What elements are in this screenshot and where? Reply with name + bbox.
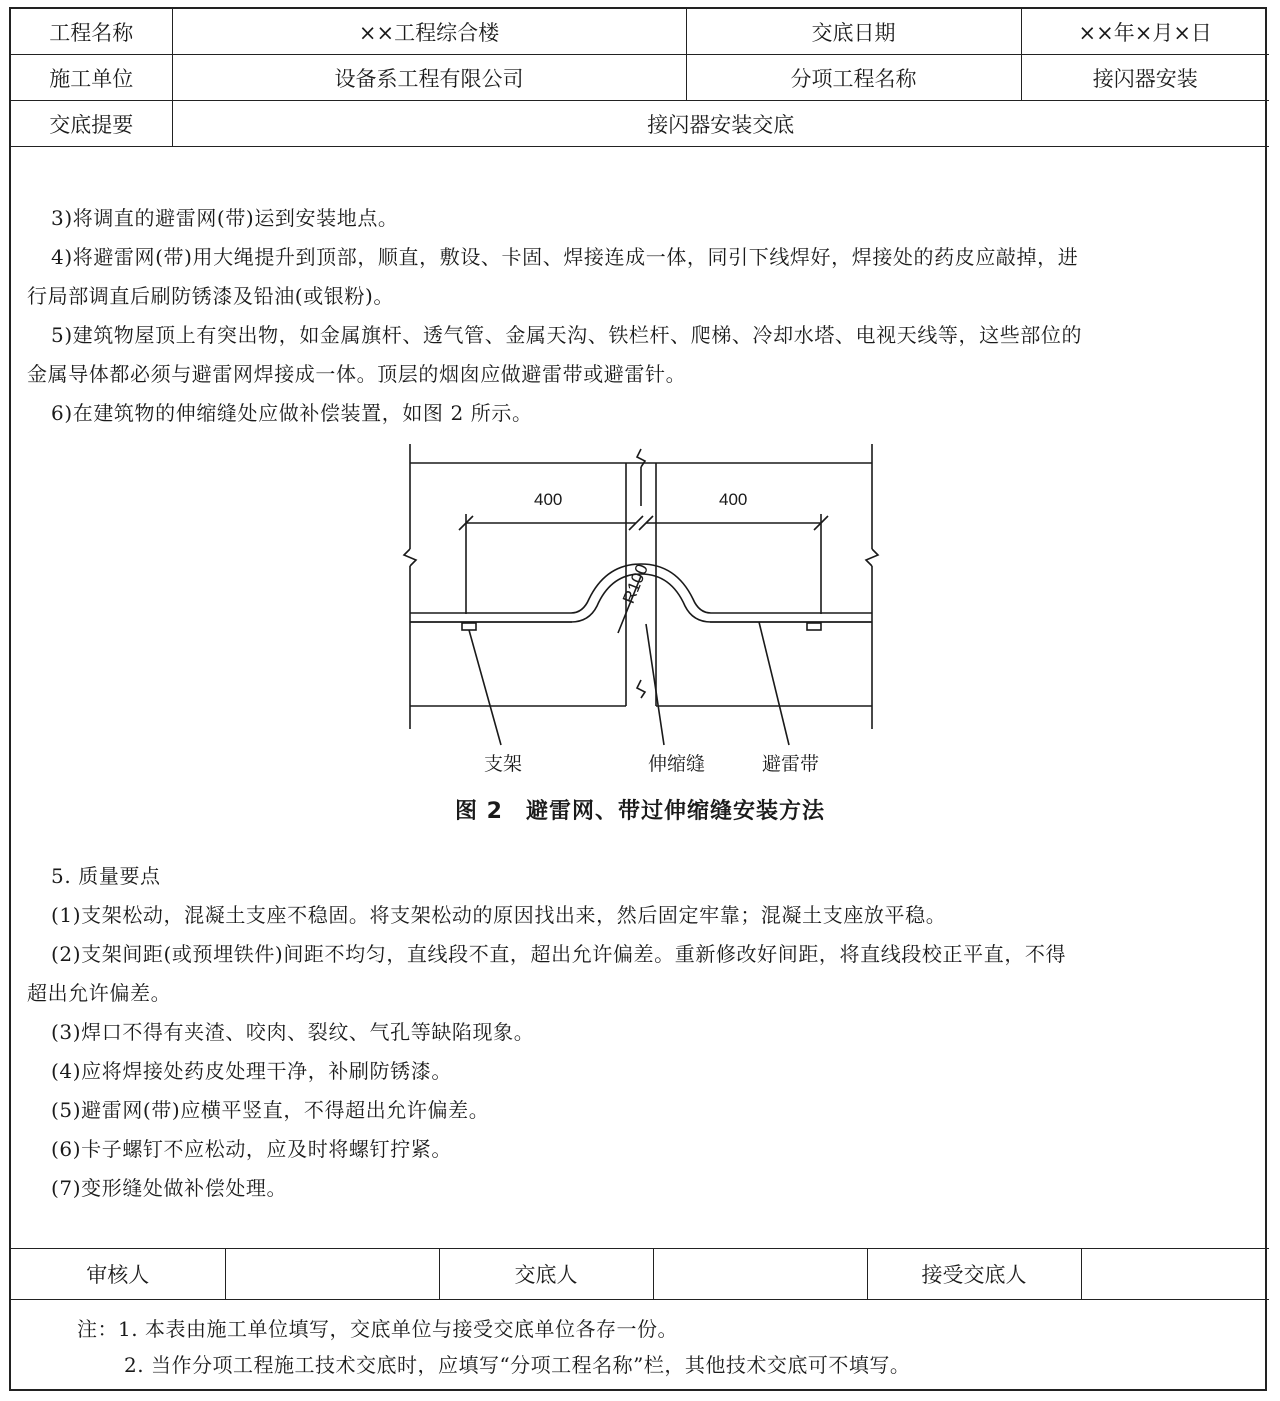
label-lightning-strip: 避雷带	[762, 753, 820, 775]
label-support: 支架	[484, 753, 523, 775]
content-area	[11, 154, 1265, 1249]
paragraph-4a: 4)将避雷网(带)用大绳提升到顶部，顺直，敷设、卡固、焊接连成一体，同引下线焊好，焊接处的药皮应敲掉，进	[51, 245, 1079, 269]
value-project-name: ××工程综合楼	[172, 9, 686, 55]
label-presenter: 交底人	[439, 1249, 653, 1300]
field-receiver[interactable]	[1081, 1249, 1269, 1300]
figure-caption: 图 2 避雷网、带过伸缩缝安装方法	[455, 799, 825, 824]
quality-item-2a: (2)支架间距(或预埋铁件)间距不均匀，直线段不直，超出允许偏差。重新修改好间距，将直线段校正平直，不得	[51, 942, 1067, 966]
paragraph-6: 6)在建筑物的伸缩缝处应做补偿装置，如图 2 所示。	[51, 401, 533, 425]
value-summary: 接闪器安装交底	[172, 101, 1269, 147]
radius-label: R100	[619, 561, 652, 607]
label-reviewer: 审核人	[11, 1249, 225, 1300]
field-reviewer[interactable]	[225, 1249, 439, 1300]
dimension-left: 400	[534, 490, 563, 509]
paragraph-3: 3)将调直的避雷网(带)运到安装地点。	[51, 206, 399, 230]
expansion-joint-diagram	[11, 154, 1269, 834]
label-project-name: 工程名称	[11, 9, 172, 55]
paragraph-5b: 金属导体都必须与避雷网焊接成一体。顶层的烟囱应做避雷带或避雷针。	[27, 362, 687, 386]
note-2: 2. 当作分项工程施工技术交底时，应填写“分项工程名称”栏，其他技术交底可不填写。	[124, 1353, 911, 1377]
note-1: 注：1. 本表由施工单位填写，交底单位与接受交底单位各存一份。	[77, 1317, 678, 1341]
label-date: 交底日期	[686, 9, 1021, 55]
label-receiver: 接受交底人	[867, 1249, 1081, 1300]
dimension-right: 400	[719, 490, 748, 509]
quality-item-5: (5)避雷网(带)应横平竖直，不得超出允许偏差。	[51, 1098, 490, 1122]
header-table	[11, 9, 1269, 147]
quality-item-2b: 超出允许偏差。	[27, 981, 172, 1005]
paragraph-5a: 5)建筑物屋顶上有突出物，如金属旗杆、透气管、金属天沟、铁栏杆、爬梯、冷却水塔、电视天线等，这些部位的	[51, 323, 1083, 347]
quality-item-1: (1)支架松动，混凝土支座不稳固。将支架松动的原因找出来，然后固定牢靠；混凝土支座放平稳。	[51, 903, 947, 927]
label-expansion-joint: 伸缩缝	[648, 753, 706, 775]
label-summary: 交底提要	[11, 101, 172, 147]
signature-row	[11, 1249, 1269, 1300]
quality-item-4: (4)应将焊接处药皮处理干净，补刷防锈漆。	[51, 1059, 452, 1083]
label-construction-unit: 施工单位	[11, 55, 172, 101]
header-row-summary	[11, 101, 1269, 147]
label-subitem-name: 分项工程名称	[686, 55, 1021, 101]
value-construction-unit: 设备系工程有限公司	[172, 55, 686, 101]
quality-item-6: (6)卡子螺钉不应松动，应及时将螺钉拧紧。	[51, 1137, 452, 1161]
signature-table	[11, 1248, 1269, 1300]
form-frame	[9, 7, 1267, 1391]
header-row-unit	[11, 55, 1269, 101]
header-row-project	[11, 9, 1269, 55]
field-presenter[interactable]	[653, 1249, 867, 1300]
quality-item-3: (3)焊口不得有夹渣、咬肉、裂纹、气孔等缺陷现象。	[51, 1020, 535, 1044]
value-date: ××年×月×日	[1021, 9, 1269, 55]
quality-title: 5. 质量要点	[51, 864, 161, 888]
value-subitem-name: 接闪器安装	[1021, 55, 1269, 101]
paragraph-4b: 行局部调直后刷防锈漆及铅油(或银粉)。	[27, 284, 395, 308]
quality-item-7: (7)变形缝处做补偿处理。	[51, 1176, 288, 1200]
